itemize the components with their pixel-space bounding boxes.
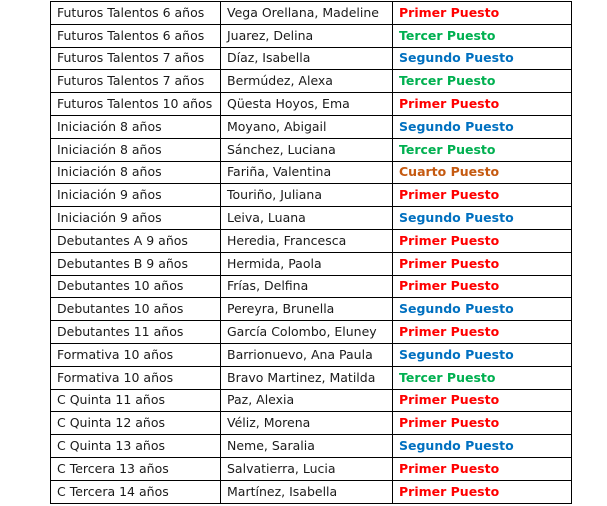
result-cell: Primer Puesto <box>393 457 572 480</box>
table-row <box>51 298 572 321</box>
result-cell: Primer Puesto <box>393 412 572 435</box>
participant-name-cell: Véliz, Morena <box>221 412 393 435</box>
table-row <box>51 275 572 298</box>
category-cell: Formativa 10 años <box>51 343 221 366</box>
category-cell: Debutantes 10 años <box>51 298 221 321</box>
participant-name-cell: Paz, Alexia <box>221 389 393 412</box>
category-cell: C Tercera 13 años <box>51 457 221 480</box>
participant-name-cell: Heredia, Francesca <box>221 229 393 252</box>
results-table-body <box>51 2 572 504</box>
table-row <box>51 207 572 230</box>
category-cell: Formativa 10 años <box>51 366 221 389</box>
participant-name-cell: Pereyra, Brunella <box>221 298 393 321</box>
result-cell: Primer Puesto <box>393 184 572 207</box>
participant-name-cell: Qüesta Hoyos, Ema <box>221 93 393 116</box>
table-row <box>51 115 572 138</box>
category-cell: Iniciación 8 años <box>51 161 221 184</box>
participant-name-cell: Neme, Saralia <box>221 435 393 458</box>
result-cell: Segundo Puesto <box>393 343 572 366</box>
participant-name-cell: Leiva, Luana <box>221 207 393 230</box>
result-cell: Segundo Puesto <box>393 115 572 138</box>
table-row <box>51 229 572 252</box>
category-cell: Futuros Talentos 7 años <box>51 70 221 93</box>
participant-name-cell: Vega Orellana, Madeline <box>221 2 393 25</box>
participant-name-cell: Fariña, Valentina <box>221 161 393 184</box>
results-table <box>50 1 572 504</box>
category-cell: Debutantes B 9 años <box>51 252 221 275</box>
category-cell: Debutantes 10 años <box>51 275 221 298</box>
result-cell: Primer Puesto <box>393 229 572 252</box>
participant-name-cell: Hermida, Paola <box>221 252 393 275</box>
category-cell: Debutantes 11 años <box>51 321 221 344</box>
table-row <box>51 412 572 435</box>
category-cell: C Quinta 12 años <box>51 412 221 435</box>
table-row <box>51 343 572 366</box>
participant-name-cell: Bermúdez, Alexa <box>221 70 393 93</box>
result-cell: Segundo Puesto <box>393 47 572 70</box>
table-row <box>51 24 572 47</box>
table-row <box>51 457 572 480</box>
result-cell: Tercer Puesto <box>393 70 572 93</box>
category-cell: Futuros Talentos 6 años <box>51 24 221 47</box>
participant-name-cell: Sánchez, Luciana <box>221 138 393 161</box>
table-row <box>51 435 572 458</box>
participant-name-cell: Barrionuevo, Ana Paula <box>221 343 393 366</box>
participant-name-cell: Juarez, Delina <box>221 24 393 47</box>
category-cell: Iniciación 9 años <box>51 207 221 230</box>
category-cell: Iniciación 8 años <box>51 138 221 161</box>
result-cell: Tercer Puesto <box>393 138 572 161</box>
result-cell: Primer Puesto <box>393 480 572 503</box>
participant-name-cell: Touriño, Juliana <box>221 184 393 207</box>
result-cell: Segundo Puesto <box>393 435 572 458</box>
table-row <box>51 93 572 116</box>
table-row <box>51 480 572 503</box>
table-row <box>51 70 572 93</box>
table-row <box>51 321 572 344</box>
category-cell: Futuros Talentos 6 años <box>51 2 221 25</box>
category-cell: Iniciación 8 años <box>51 115 221 138</box>
participant-name-cell: García Colombo, Eluney <box>221 321 393 344</box>
category-cell: Futuros Talentos 10 años <box>51 93 221 116</box>
result-cell: Segundo Puesto <box>393 207 572 230</box>
participant-name-cell: Díaz, Isabella <box>221 47 393 70</box>
category-cell: C Quinta 11 años <box>51 389 221 412</box>
result-cell: Primer Puesto <box>393 252 572 275</box>
result-cell: Primer Puesto <box>393 389 572 412</box>
table-row <box>51 47 572 70</box>
participant-name-cell: Frías, Delfina <box>221 275 393 298</box>
result-cell: Tercer Puesto <box>393 24 572 47</box>
table-row <box>51 184 572 207</box>
participant-name-cell: Bravo Martinez, Matilda <box>221 366 393 389</box>
table-row <box>51 389 572 412</box>
category-cell: Debutantes A 9 años <box>51 229 221 252</box>
result-cell: Primer Puesto <box>393 2 572 25</box>
table-row <box>51 2 572 25</box>
category-cell: C Tercera 14 años <box>51 480 221 503</box>
participant-name-cell: Martínez, Isabella <box>221 480 393 503</box>
result-cell: Cuarto Puesto <box>393 161 572 184</box>
result-cell: Primer Puesto <box>393 321 572 344</box>
table-row <box>51 252 572 275</box>
category-cell: C Quinta 13 años <box>51 435 221 458</box>
result-cell: Segundo Puesto <box>393 298 572 321</box>
table-row <box>51 138 572 161</box>
table-row <box>51 161 572 184</box>
table-row <box>51 366 572 389</box>
participant-name-cell: Moyano, Abigail <box>221 115 393 138</box>
participant-name-cell: Salvatierra, Lucia <box>221 457 393 480</box>
result-cell: Primer Puesto <box>393 275 572 298</box>
result-cell: Tercer Puesto <box>393 366 572 389</box>
category-cell: Iniciación 9 años <box>51 184 221 207</box>
result-cell: Primer Puesto <box>393 93 572 116</box>
category-cell: Futuros Talentos 7 años <box>51 47 221 70</box>
